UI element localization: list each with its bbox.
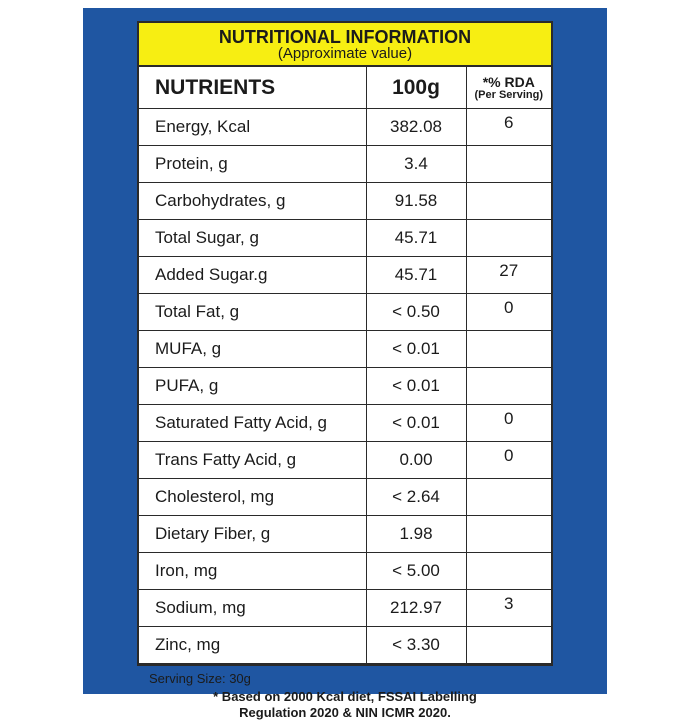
nutrient-rda xyxy=(466,479,551,516)
nutrient-rda: 0 xyxy=(466,294,551,331)
table-row xyxy=(139,516,551,553)
table-row xyxy=(139,257,551,294)
nutrient-name: Carbohydrates, g xyxy=(139,183,366,220)
table-row xyxy=(139,368,551,405)
table-row xyxy=(139,553,551,590)
nutrient-name: Sodium, mg xyxy=(139,590,366,627)
table-row xyxy=(139,146,551,183)
nutrient-name: Saturated Fatty Acid, g xyxy=(139,405,366,442)
nutrient-value-100g: 45.71 xyxy=(366,257,466,294)
nutrient-name: Added Sugar.g xyxy=(139,257,366,294)
nutrient-rda: 3 xyxy=(466,590,551,627)
nutrient-rda: 0 xyxy=(466,405,551,442)
serving-size: Serving Size: 30g xyxy=(149,671,251,686)
label-title: NUTRITIONAL INFORMATION xyxy=(218,27,472,47)
nutrition-table xyxy=(139,67,551,664)
nutrient-rda xyxy=(466,516,551,553)
nutrient-rda: 27 xyxy=(466,257,551,294)
nutrient-name: Zinc, mg xyxy=(139,627,366,664)
label-header xyxy=(139,23,551,67)
rda-footnote-line2: Regulation 2020 & NIN ICMR 2020. xyxy=(239,705,451,720)
table-row xyxy=(139,109,551,146)
nutrient-name: PUFA, g xyxy=(139,368,366,405)
nutrient-value-100g: 45.71 xyxy=(366,220,466,257)
nutrient-value-100g: < 3.30 xyxy=(366,627,466,664)
rda-header-sublabel: (Per Serving) xyxy=(474,88,543,101)
nutrient-name: Total Sugar, g xyxy=(139,220,366,257)
nutrient-value-100g: < 0.50 xyxy=(366,294,466,331)
table-row xyxy=(139,590,551,627)
table-row xyxy=(139,220,551,257)
nutrient-rda xyxy=(466,183,551,220)
nutrient-name: Protein, g xyxy=(139,146,366,183)
rda-footnote xyxy=(139,689,551,721)
table-header-row xyxy=(139,67,551,109)
column-header-nutrients: NUTRIENTS xyxy=(139,67,366,109)
nutrient-rda xyxy=(466,331,551,368)
nutrient-rda: 6 xyxy=(466,109,551,146)
nutrient-name: Trans Fatty Acid, g xyxy=(139,442,366,479)
nutrient-name: Total Fat, g xyxy=(139,294,366,331)
table-row xyxy=(139,294,551,331)
table-row xyxy=(139,183,551,220)
nutrient-value-100g: < 0.01 xyxy=(366,331,466,368)
nutrient-value-100g: 0.00 xyxy=(366,442,466,479)
nutrient-value-100g: < 0.01 xyxy=(366,368,466,405)
table-row xyxy=(139,479,551,516)
table-row xyxy=(139,331,551,368)
nutrient-rda xyxy=(466,627,551,664)
nutrient-value-100g: < 2.64 xyxy=(366,479,466,516)
nutrient-value-100g: 212.97 xyxy=(366,590,466,627)
nutrient-value-100g: < 0.01 xyxy=(366,405,466,442)
nutrient-rda xyxy=(466,553,551,590)
nutrient-name: Dietary Fiber, g xyxy=(139,516,366,553)
nutrient-value-100g: 382.08 xyxy=(366,109,466,146)
nutrient-value-100g: 3.4 xyxy=(366,146,466,183)
nutrient-name: Cholesterol, mg xyxy=(139,479,366,516)
column-header-rda xyxy=(466,67,551,109)
nutrient-value-100g: 1.98 xyxy=(366,516,466,553)
nutrient-name: MUFA, g xyxy=(139,331,366,368)
label-footer xyxy=(139,664,551,721)
nutrition-label xyxy=(137,21,553,720)
nutrient-rda xyxy=(466,368,551,405)
nutrient-name: Energy, Kcal xyxy=(139,109,366,146)
nutrient-value-100g: < 5.00 xyxy=(366,553,466,590)
column-header-100g: 100g xyxy=(366,67,466,109)
rda-footnote-line1: * Based on 2000 Kcal diet, FSSAI Labelling xyxy=(213,689,477,704)
nutrient-value-100g: 91.58 xyxy=(366,183,466,220)
table-row xyxy=(139,405,551,442)
rda-header-label: *% RDA xyxy=(482,73,535,90)
nutrient-rda xyxy=(466,220,551,257)
nutrient-name: Iron, mg xyxy=(139,553,366,590)
label-subtitle: (Approximate value) xyxy=(277,45,413,62)
nutrient-rda xyxy=(466,146,551,183)
table-row xyxy=(139,442,551,479)
nutrient-rda: 0 xyxy=(466,442,551,479)
table-row xyxy=(139,627,551,664)
